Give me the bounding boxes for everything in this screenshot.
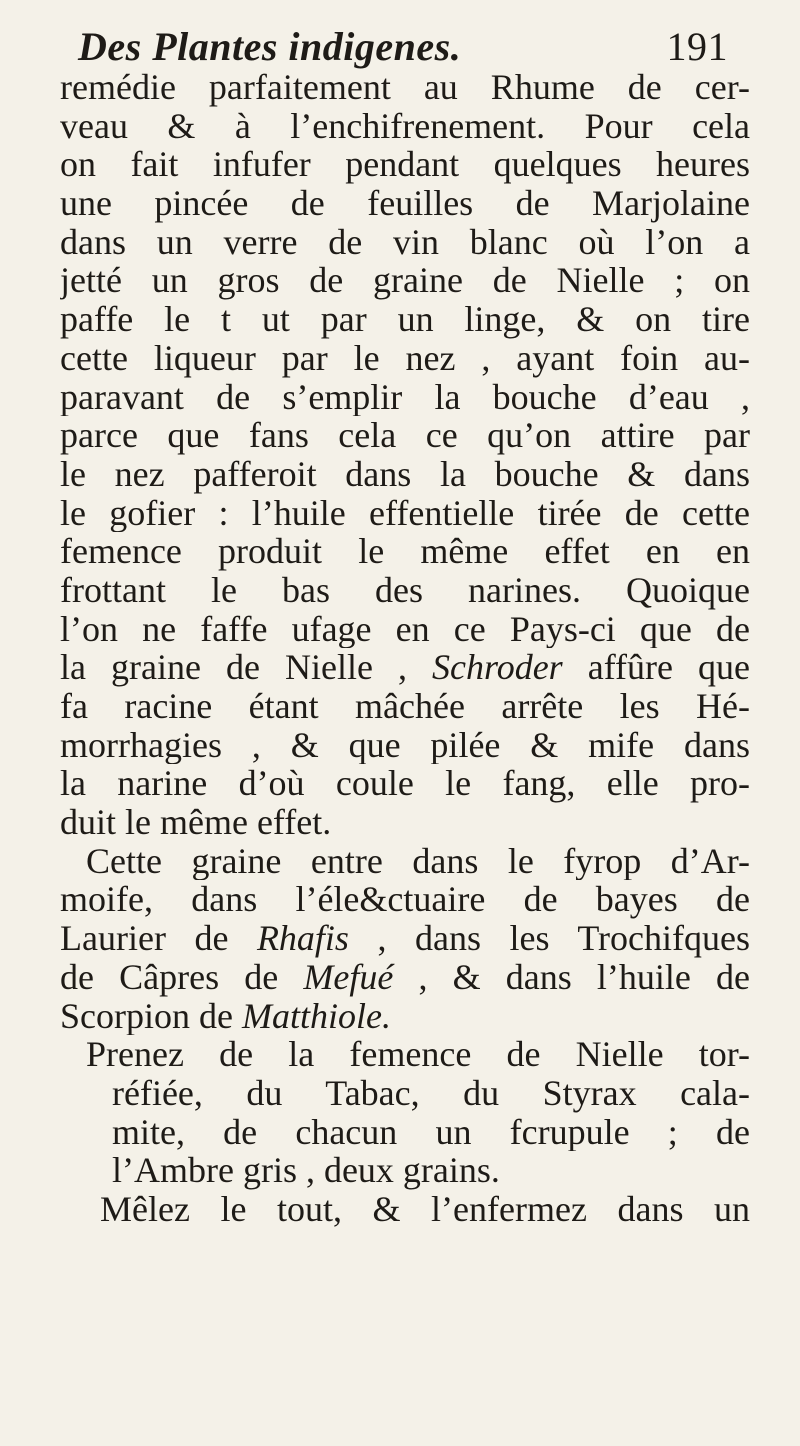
running-head-title: Des Plantes indigenes.: [78, 24, 462, 69]
text-segment: jetté un gros de graine de Nielle ; on: [60, 261, 750, 301]
text-line: [60, 145, 750, 184]
text-segment: femence produit le même effet en en: [60, 532, 750, 571]
text-line: [60, 339, 750, 378]
text-line: [60, 919, 750, 958]
text-line: [60, 1074, 750, 1113]
text-line: [60, 107, 750, 146]
text-segment: Scorpion de: [60, 996, 242, 1036]
text-line: [60, 300, 750, 339]
text-line: [60, 880, 750, 919]
text-segment: morrhagies , & que pilée & mife dans: [60, 725, 750, 765]
text-segment: l’Ambre gris , deux grains.: [112, 1151, 500, 1190]
text-line: [60, 378, 750, 417]
text-segment: réfiée, du Tabac, du Styrax cala-: [112, 1073, 750, 1113]
italic-text-segment: Rhafis: [256, 919, 349, 958]
page-number: 191: [666, 24, 728, 69]
text-line: [60, 1035, 750, 1074]
text-segment: Prenez de la femence de Nielle tor-: [86, 1035, 750, 1074]
text-line: [60, 532, 750, 571]
text-segment: duit le même effet.: [60, 803, 332, 842]
text-line: [60, 1113, 750, 1152]
text-segment: moife, dans l’éle&ctuaire de bayes de: [60, 880, 750, 920]
italic-text-segment: Schroder: [432, 648, 563, 687]
text-segment: affûre que: [562, 648, 750, 687]
text-segment: paravant de s’emplir la bouche d’eau ,: [60, 377, 750, 417]
text-line: [60, 68, 750, 107]
text-segment: la graine de Nielle ,: [60, 648, 433, 687]
text-segment: Cette graine entre dans le fyrop d’Ar-: [86, 841, 750, 881]
text-segment: fa racine étant mâchée arrête les Hé-: [60, 687, 750, 726]
text-line: [60, 842, 750, 881]
text-segment: le nez pafferoit dans la bouche & dans: [60, 454, 750, 494]
text-line: [60, 223, 750, 262]
italic-text-segment: Matthiole.: [241, 996, 391, 1036]
text-segment: remédie parfaitement au Rhume de cer-: [60, 68, 750, 107]
body-text: [60, 68, 750, 1229]
text-line: [60, 687, 750, 726]
text-line: [60, 416, 750, 455]
text-segment: Mêlez le tout, & l’enfermez dans un: [100, 1189, 750, 1229]
text-line: [60, 494, 750, 533]
text-line: [60, 803, 750, 842]
text-line: [60, 261, 750, 300]
text-line: [60, 610, 750, 649]
text-line: [60, 184, 750, 223]
text-segment: frottant le bas des narines. Quoique: [60, 570, 750, 610]
text-line: [60, 726, 750, 765]
text-line: [60, 1151, 750, 1190]
text-segment: veau & à l’enchifrenement. Pour cela: [60, 106, 750, 146]
text-segment: , dans les Trochifques: [348, 919, 750, 958]
text-segment: une pincée de feuilles de Marjolaine: [60, 184, 750, 223]
text-line: [60, 1190, 750, 1229]
text-segment: cette liqueur par le nez , ayant foin au-: [60, 338, 750, 378]
text-segment: la narine d’où coule le fang, elle pro-: [60, 764, 750, 804]
text-line: [60, 648, 750, 687]
text-line: [60, 764, 750, 803]
italic-text-segment: Mefué: [303, 957, 394, 997]
text-segment: Laurier de: [60, 919, 257, 958]
text-segment: paffe le t ut par un linge, & on tire: [60, 300, 750, 339]
text-segment: parce que fans cela ce qu’on attire par: [60, 416, 750, 455]
text-segment: de Câpres de: [60, 957, 304, 997]
text-segment: on fait infufer pendant quelques heures: [60, 145, 750, 185]
text-line: [60, 571, 750, 610]
text-segment: l’on ne faffe ufage en ce Pays-ci que de: [60, 609, 750, 649]
text-line: [60, 997, 750, 1036]
text-segment: dans un verre de vin blanc où l’on a: [60, 222, 750, 262]
text-segment: , & dans l’huile de: [393, 957, 750, 997]
text-segment: le gofier : l’huile effentielle tirée de cette: [60, 493, 750, 533]
text-line: [60, 958, 750, 997]
text-segment: mite, de chacun un fcrupule ; de: [112, 1112, 750, 1152]
text-line: [60, 455, 750, 494]
